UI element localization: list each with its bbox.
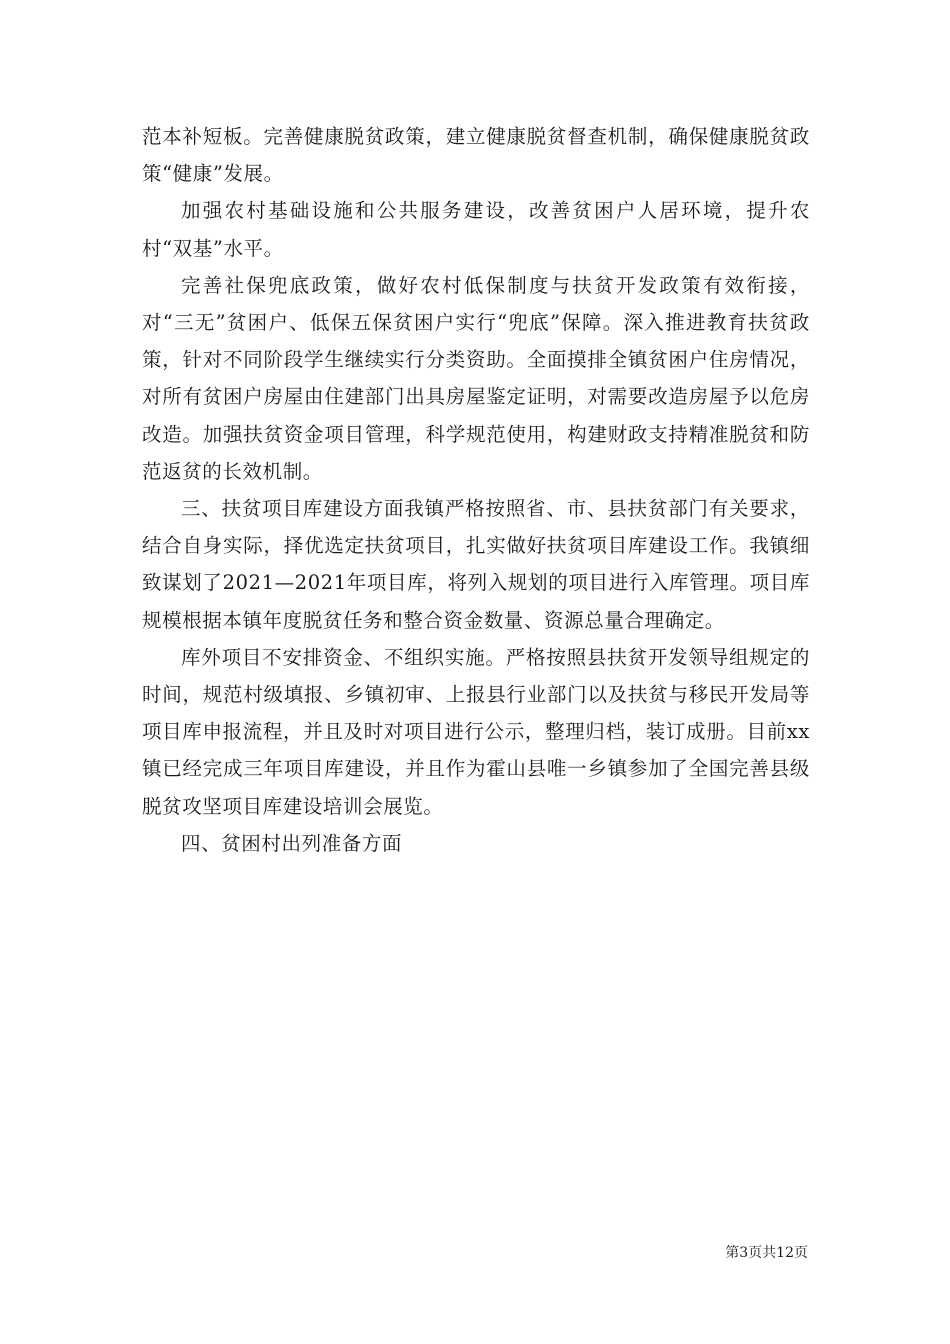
section-heading-village-exit: 四、贫困村出列准备方面 bbox=[181, 831, 403, 855]
paragraph-project-library: 三、扶贫项目库建设方面我镇严格按照省、市、县扶贫部门有关要求，结合自身实际，择优选定扶贫项目，扎实做好扶贫项目库建设工作。我镇细致谋划了2021—2021年项目库，将列入规划的项目进行入库管理。项目库规模根据本镇年度脱贫任务和整合资金数量、资源总量合理确定。 bbox=[142, 497, 810, 632]
document-body bbox=[142, 118, 810, 862]
paragraph-infrastructure: 加强农村基础设施和公共服务建设，改善贫困户人居环境，提升农村“双基”水平。 bbox=[142, 199, 810, 260]
paragraph-social-security: 完善社保兜底政策，做好农村低保制度与扶贫开发政策有效衔接，对“三无”贫困户、低保五保贫困户实行“兜底”保障。深入推进教育扶贫政策，针对不同阶段学生继续实行分类资助。全面摸排全镇贫困户住房情况，对所有贫困户房屋由住建部门出具房屋鉴定证明，对需要改造房屋予以危房改造。加强扶贫资金项目管理，科学规范使用，构建财政支持精准脱贫和防范返贫的长效机制。 bbox=[142, 273, 810, 483]
page-number: 第3页共12页 bbox=[725, 1245, 808, 1261]
paragraph-outside-projects: 库外项目不安排资金、不组织实施。严格按照县扶贫开发领导组规定的时间，规范村级填报、乡镇初审、上报县行业部门以及扶贫与移民开发局等项目库申报流程，并且及时对项目进行公示，整理归档，装订成册。目前xx镇已经完成三年项目库建设，并且作为霍山县唯一乡镇参加了全国完善县级脱贫攻坚项目库建设培训会展览。 bbox=[142, 645, 810, 818]
paragraph-continuation: 范本补短板。完善健康脱贫政策，建立健康脱贫督查机制，确保健康脱贫政策“健康”发展。 bbox=[142, 125, 810, 186]
